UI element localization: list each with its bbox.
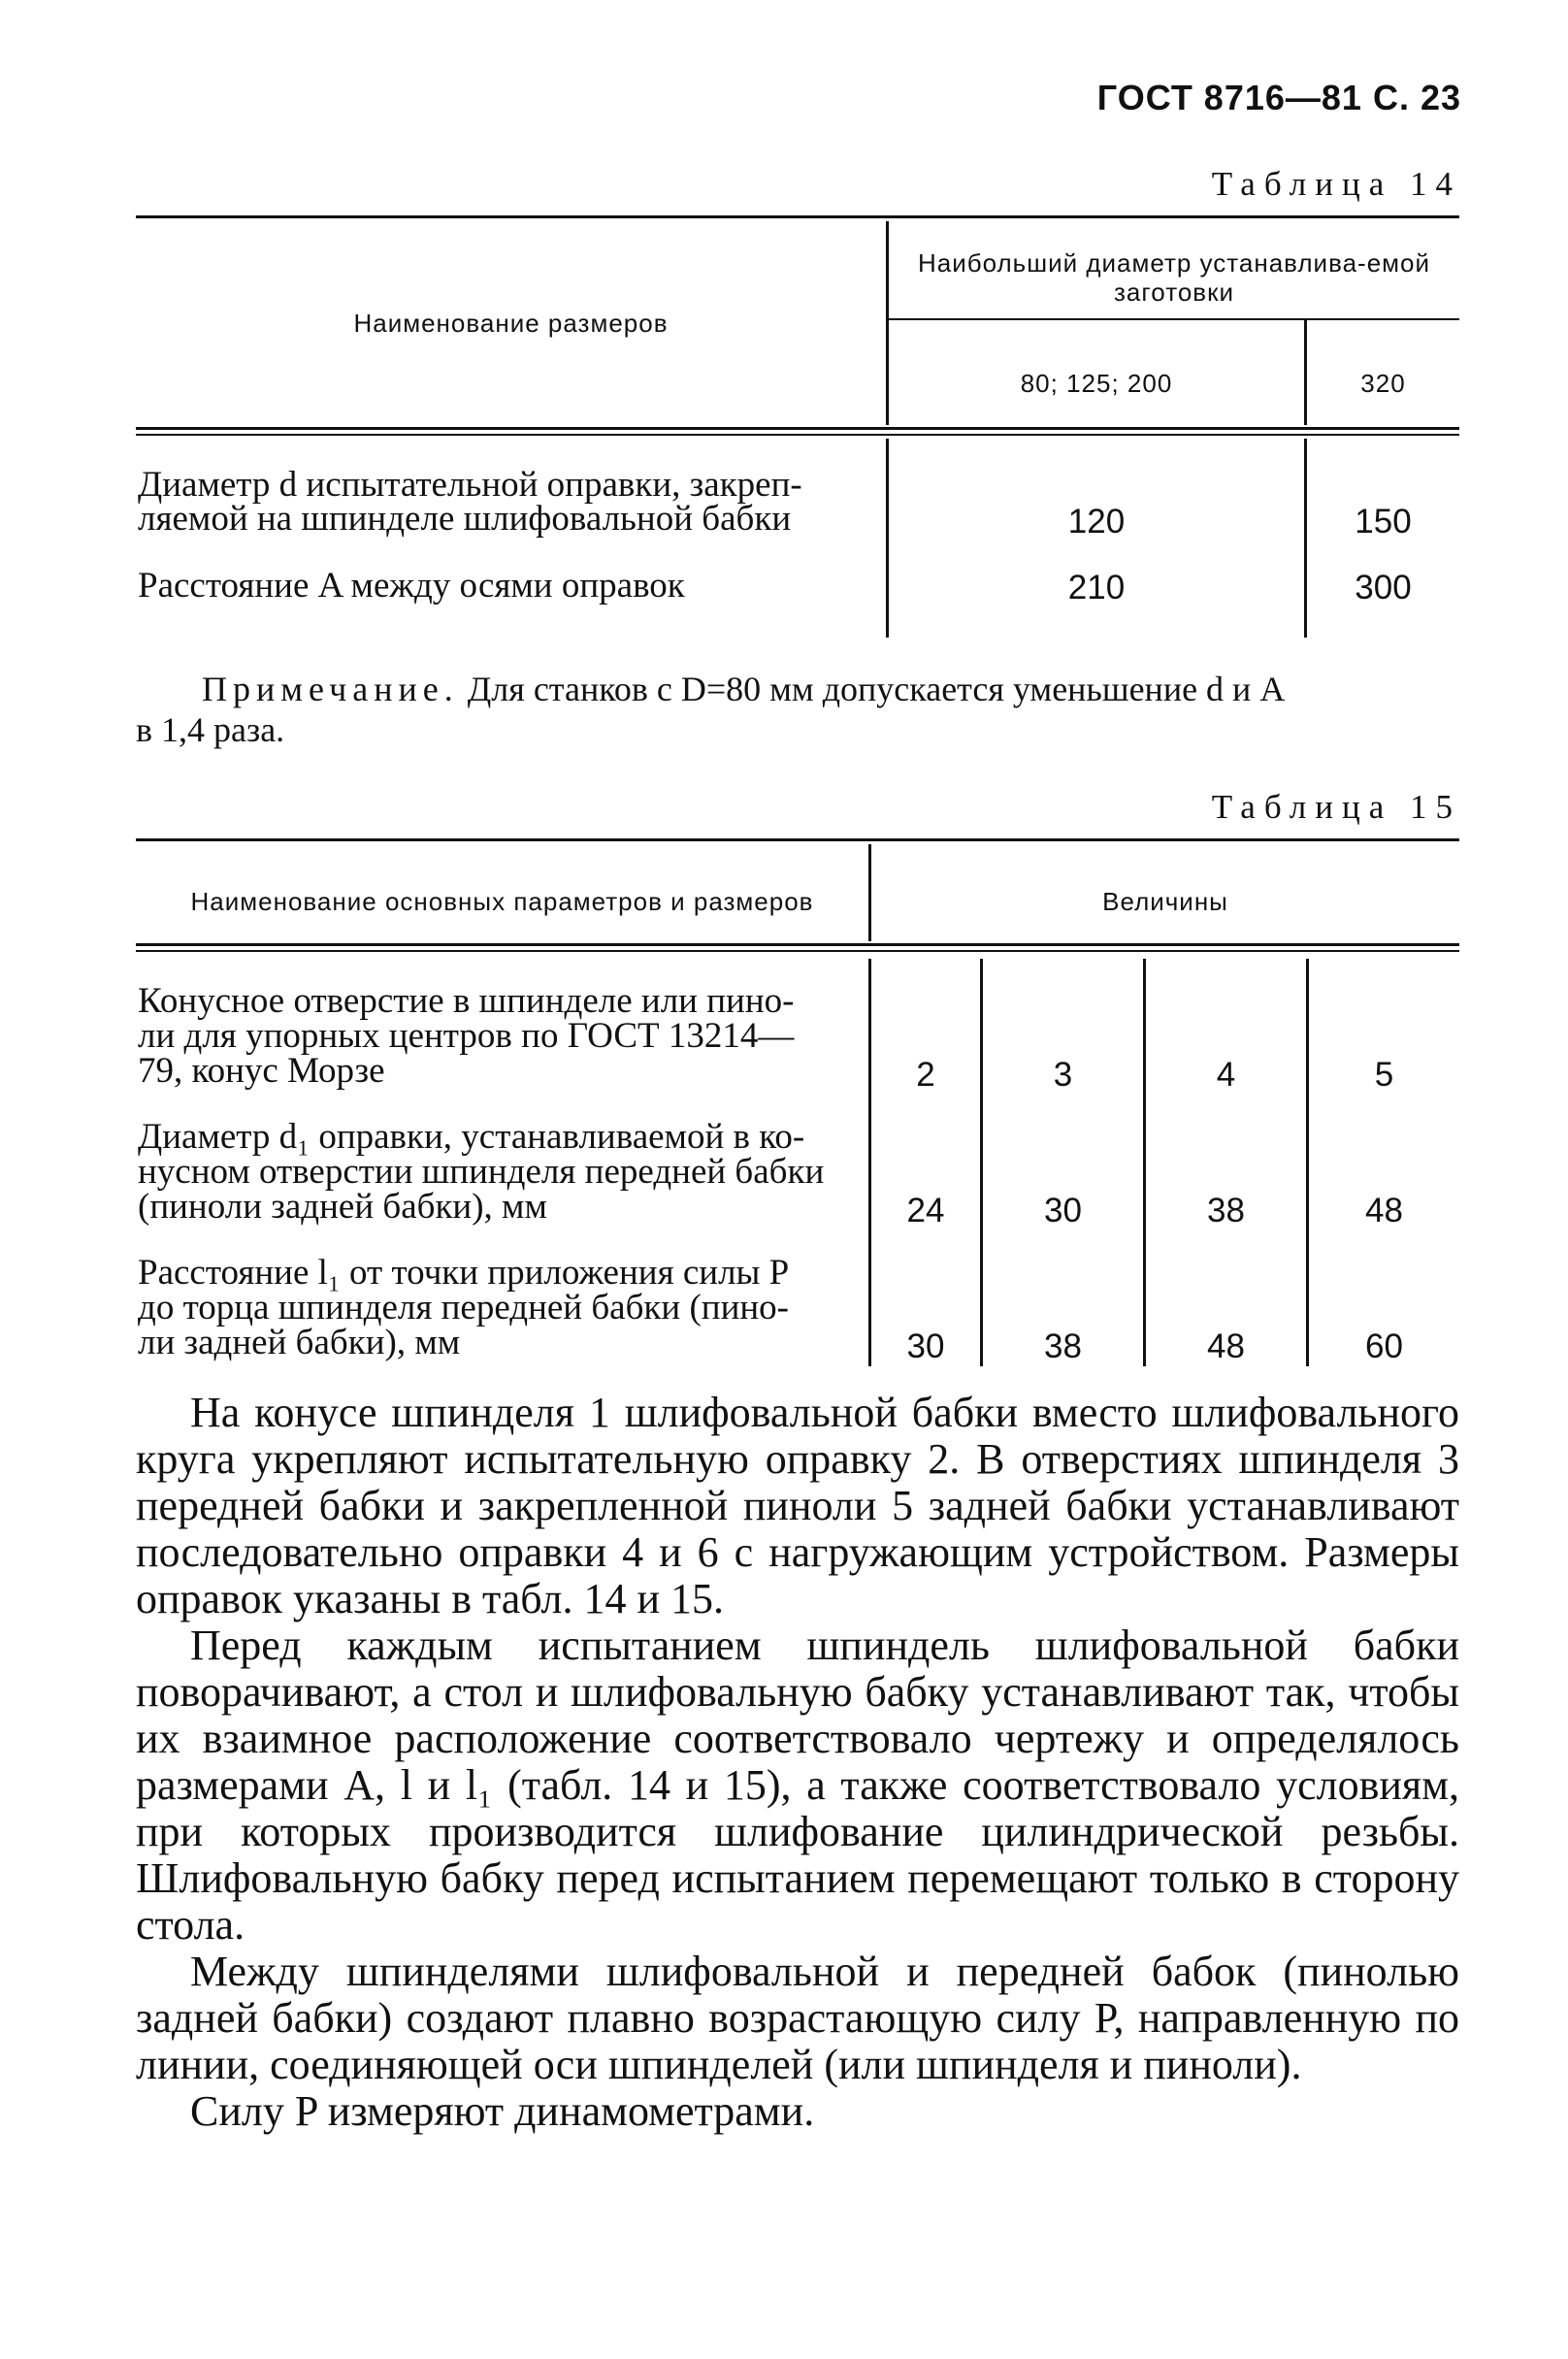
- table15-row2-val1: 24: [906, 1192, 945, 1229]
- table14-note-text: Для станков с D=80 мм допускается уменьшение d и A: [467, 670, 1286, 708]
- table15-head-rule2: [136, 950, 1459, 952]
- table14-col-name-header: Наименование размеров: [353, 309, 669, 338]
- table15-row3-val3: 48: [1207, 1327, 1245, 1365]
- table15-row1-val4: 5: [1374, 1056, 1394, 1094]
- table15-caption: Таблица 15: [1211, 788, 1461, 826]
- table15-head-rule1: [136, 943, 1459, 946]
- table15-row3-line1: Расстояние l₁ от точки приложения силы P: [138, 1253, 790, 1293]
- table15-row2-line1: Диаметр d₁ оправки, устанавливаемой в ко-: [138, 1117, 805, 1157]
- body-text: [136, 1390, 1459, 2135]
- body-paragraph-2: Перед каждым испытанием шпиндель шлифовальной бабки поворачивают, а стол и шлифовальную бабку устанавливают так, чтобы их взаимное расположение соответствовало чертежу и определялось размерами A, l и l₁ (табл. 14 и 15), а также соответствовало условиям, при которых производится шлифование цилиндрической резьбы. Шлифовальную бабку перед испытанием перемещают только в сторону стола.: [136, 1622, 1459, 1949]
- table14-col-b-header: 320: [1360, 369, 1406, 398]
- table15-row2-val2: 30: [1044, 1192, 1082, 1229]
- table15-row1-val3: 4: [1216, 1056, 1236, 1094]
- table14-head-rule1: [136, 427, 1459, 430]
- table15-row3-val2: 38: [1044, 1327, 1082, 1365]
- body-paragraph-4: Силу P измеряют динамометрами.: [190, 2087, 815, 2135]
- table15-row1-val1: 2: [916, 1056, 935, 1094]
- table15-vdivider-1: [868, 959, 871, 1366]
- table15-vdivider-3: [1143, 959, 1146, 1366]
- table14-col-a-header: 80; 125; 200: [1020, 369, 1173, 398]
- table14-top-rule: [136, 215, 1459, 218]
- table15-row1-line2: ли для упорных центров по ГОСТ 13214—: [138, 1016, 795, 1056]
- table15-col-values-header: Величины: [1102, 887, 1228, 916]
- body-paragraph-3: Между шпинделями шлифовальной и передней бабок (пинолью задней бабки) создают плавно возрастающую силу P, направленную по линии, соединяющей оси шпинделей (или шпинделя и пиноли).: [136, 1948, 1459, 2088]
- table15-row1-line3: 79, конус Морзе: [138, 1051, 385, 1091]
- table15-row2-val4: 48: [1365, 1192, 1403, 1229]
- table15-row3-val4: 60: [1365, 1327, 1403, 1365]
- body-paragraph-1: На конусе шпинделя 1 шлифовальной бабки вместо шлифовального круга укрепляют испытательную оправку 2. В отверстиях шпинделя 3 передней бабки и закрепленной пиноли 5 задней бабки устанавливают последовательно оправки 4 и 6 с нагружающим устройством. Размеры оправок указаны в табл. 14 и 15.: [136, 1389, 1459, 1622]
- table14-row1-name-line2: ляемой на шпинделе шлифовальной бабки: [138, 499, 792, 539]
- table14-row1-name-line1: Диаметр d испытательной оправки, закреп-: [138, 465, 802, 505]
- table14-row2-name: Расстояние A между осями оправок: [138, 566, 685, 606]
- table15-row1-val2: 3: [1053, 1056, 1073, 1094]
- table15-vdivider-4: [1306, 959, 1309, 1366]
- table14-head-rule2: [136, 434, 1459, 436]
- table15-col-name-header: Наименование основных параметров и размеров: [190, 887, 814, 916]
- table14-note-line2: в 1,4 раза.: [136, 710, 285, 749]
- table15-row3-line3: ли задней бабки), мм: [138, 1323, 461, 1362]
- table14-row1-col-b: 150: [1355, 503, 1412, 541]
- table14-row2-col-b: 300: [1355, 569, 1412, 606]
- running-title: ГОСТ 8716—81 С. 23: [1096, 78, 1461, 117]
- table15-row2-line2: нусном отверстии шпинделя передней бабки: [138, 1152, 825, 1192]
- table15-vdivider-2: [980, 959, 983, 1366]
- table14-note-label: Примечание.: [202, 670, 459, 708]
- table15-row3-line2: до торца шпинделя передней бабки (пино-: [138, 1288, 790, 1327]
- table14-row1-col-a: 120: [1067, 503, 1126, 541]
- table14-col-group-header: Наибольший диаметр устанавлива-емой заготовки: [917, 248, 1431, 307]
- table15-row2-line3: (пиноли задней бабки), мм: [138, 1187, 547, 1227]
- table15-top-rule: [136, 838, 1459, 841]
- table14-group-rule: [889, 318, 1459, 320]
- table15-row3-val1: 30: [906, 1327, 945, 1365]
- table14-note-line1: [202, 668, 1463, 710]
- table14-row2-col-a: 210: [1067, 569, 1126, 606]
- table15-row2-val3: 38: [1207, 1192, 1245, 1229]
- table15-row1-line1: Конусное отверстие в шпинделе или пино-: [138, 981, 795, 1021]
- table14-caption: Таблица 14: [1211, 165, 1461, 203]
